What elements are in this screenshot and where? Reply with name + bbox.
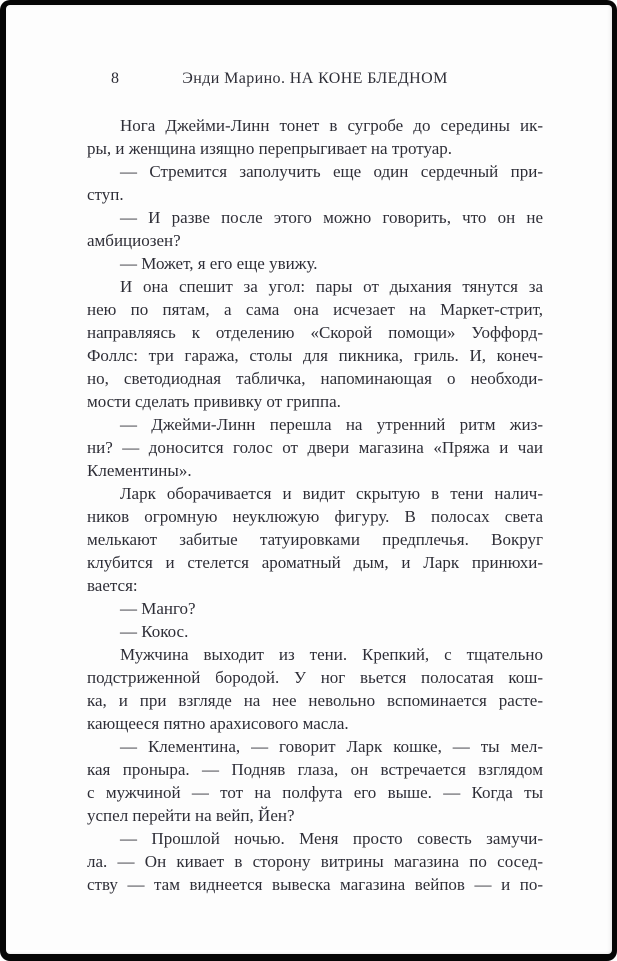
text-line: с мужчиной — тот на полфута его выше. — Когда ты (87, 783, 543, 802)
text-line: — Стремится заполучить еще один сердечный при- (120, 162, 543, 181)
running-title: Энди Марино. НА КОНЕ БЛЕДНОМ (182, 70, 448, 87)
text-line: ла. — Он кивает в сторону витрины магазина по сосед- (87, 852, 543, 871)
text-line: — Прошлой ночью. Меня просто совесть замучи- (120, 829, 543, 848)
text-line: ка, и при взгляде на нее невольно вспоминается расте- (87, 691, 543, 710)
text-line: ни? — доносится голос от двери магазина «Пряжа и чаи (87, 438, 543, 457)
text-line: — Манго? (120, 599, 196, 618)
text-line: ников огромную неуклюжую фигуру. В полосах света (87, 507, 543, 526)
text-line: — Может, я его еще увижу. (120, 254, 318, 273)
text-line: — Джейми-Линн перешла на утренний ритм жиз- (120, 415, 543, 434)
text-line: Мужчина выходит из тени. Крепкий, с тщательно (120, 645, 543, 664)
text-line: успел перейти на вейп, Йен? (87, 806, 295, 825)
text-line: Клементины». (87, 461, 192, 480)
page-text (87, 114, 543, 896)
text-line: Ларк оборачивается и видит скрытую в тени налич- (120, 484, 543, 503)
text-line: кающееся пятно арахисового масла. (87, 714, 349, 733)
text-line: — Кокос. (120, 622, 189, 641)
page-header (87, 69, 543, 89)
text-line: но, светодиодная табличка, напоминающая о необходи- (87, 369, 543, 388)
page-number: 8 (111, 70, 119, 87)
text-line: — И разве после этого можно говорить, что он не (120, 208, 543, 227)
text-line: клубится и стелется ароматный дым, и Ларк принюхи- (87, 553, 543, 572)
text-line: — Клементина, — говорит Ларк кошке, — ты мел- (120, 737, 543, 756)
text-line: кая проныра. — Подняв глаза, он встречается взглядом (87, 760, 543, 779)
text-line: амбициозен? (87, 231, 181, 250)
text-line: мелькают забитые татуировками предплечья. Вокруг (87, 530, 543, 549)
text-line: направляясь к отделению «Скорой помощи» Уоффорд- (87, 323, 543, 342)
text-line: ступ. (87, 185, 124, 204)
text-line: вается: (87, 576, 138, 595)
text-line: Фоллс: три гаража, столы для пикника, гриль. И, конеч- (87, 346, 543, 365)
text-line: мости сделать прививку от гриппа. (87, 392, 341, 411)
text-line: И она спешит за угол: пары от дыхания тянутся за (120, 277, 543, 296)
text-line: Нога Джейми-Линн тонет в сугробе до середины ик- (120, 116, 543, 135)
text-line: ству — там виднеется вывеска магазина вейпов — и по- (87, 875, 543, 894)
book-page (6, 5, 612, 954)
text-line: ры, и женщина изящно перепрыгивает на тротуар. (87, 139, 453, 158)
text-line: подстриженной бородой. У ног вьется полосатая кош- (87, 668, 543, 687)
text-line: нею по пятам, а сама она исчезает на Маркет-стрит, (87, 300, 543, 319)
